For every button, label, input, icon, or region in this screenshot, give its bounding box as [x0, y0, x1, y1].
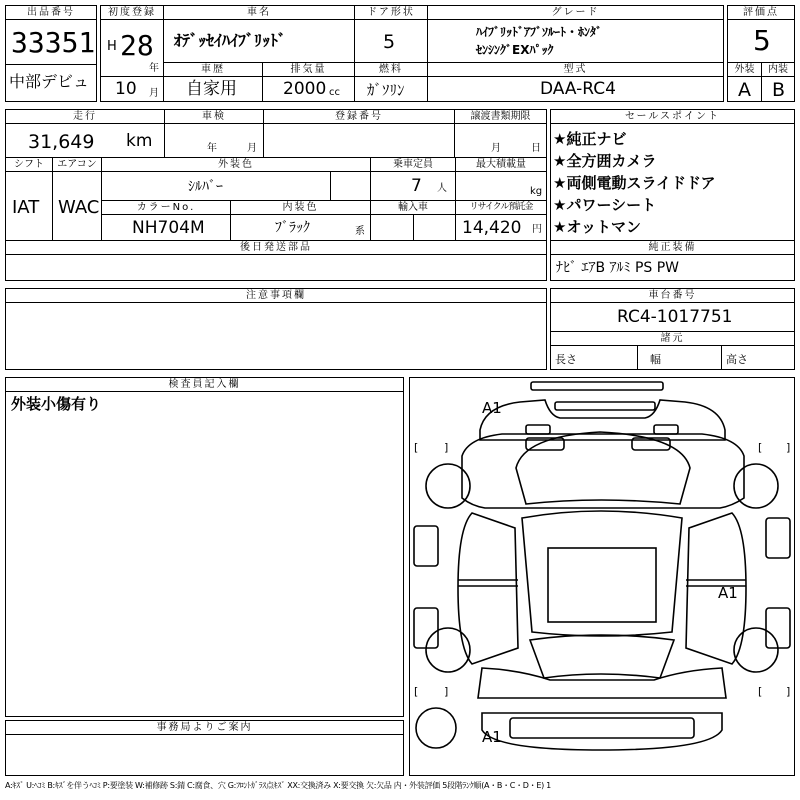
- roof-outline: [522, 511, 682, 636]
- exterior-color: ｼﾙﾊﾞｰ: [188, 179, 223, 195]
- legend: A:ｷｽﾞ U:ﾍｺﾐ B:ｷｽﾞを伴うﾍｺﾐ P:要塗装 W:補修跡 S:錆 C:腐食、穴 G:ﾌﾛﾝﾄｶﾞﾗｽ点ｷｽﾞ XX:交換済み X:要交換 欠:欠品 内・外装評価 5段階ﾗﾝｸ順(A・B・C・D・E) 1: [5, 781, 551, 790]
- damage-mark-right: A1: [718, 584, 738, 602]
- bracket-right-top-close: ]: [786, 441, 791, 454]
- bracket-right-top: [: [758, 441, 763, 454]
- recycle-deposit: 14,420: [462, 218, 522, 238]
- transfer-deadline-label: 譲渡書類期限: [454, 109, 547, 124]
- registration-number-label: 登録番号: [263, 109, 455, 124]
- sales-point: ★オットマン: [553, 218, 641, 236]
- fuel: ｶﾞｿﾘﾝ: [367, 81, 405, 99]
- fog-right: [654, 425, 678, 434]
- width-label: 幅: [650, 353, 661, 366]
- later-parts-cell: [5, 254, 547, 281]
- score-cell: [727, 19, 795, 63]
- wheel-rear-right: [734, 628, 778, 672]
- sales-point: ★純正ナビ: [553, 130, 627, 148]
- year-unit: 年: [149, 63, 159, 74]
- chassis-number: RC4-1017751: [617, 307, 733, 327]
- bracket-right-bottom-close: ]: [786, 685, 791, 698]
- transfer-day-unit: 日: [531, 143, 541, 154]
- office-info-label: 事務局よりご案内: [5, 720, 404, 735]
- car-diagram-panel: [409, 377, 795, 776]
- door-type-label: ドア形状: [354, 5, 428, 20]
- shift-label: シフト: [5, 157, 53, 172]
- bracket-left-bottom: [: [414, 685, 419, 698]
- history: 自家用: [186, 79, 237, 99]
- sales-points-list: [553, 128, 716, 238]
- equipment-label: 純正装備: [550, 240, 795, 255]
- air-conditioner: WAC: [58, 197, 100, 218]
- interior-grade: B: [772, 79, 786, 101]
- bracket-left-bottom-close: ]: [444, 685, 449, 698]
- lot-number: 33351: [11, 26, 96, 59]
- grade-label: グレード: [427, 5, 724, 20]
- exterior-color-cell: [101, 171, 331, 201]
- grade-line-1: ﾊｲﾌﾞﾘｯﾄﾞｱﾌﾞｿﾙｰﾄ・ﾎﾝﾀﾞ: [476, 25, 603, 39]
- height-cell: [721, 345, 795, 370]
- color-number-cell: [101, 214, 231, 241]
- history-cell: [163, 76, 263, 102]
- inspection-label: 車検: [164, 109, 264, 124]
- right-rear-panel: [766, 608, 790, 648]
- lot-number-label: 出品番号: [5, 5, 97, 20]
- color-number-label: カラーNo.: [101, 200, 231, 215]
- first-registration-year-cell: [100, 19, 164, 77]
- max-load-unit: kg: [530, 186, 543, 197]
- wheel-front-left: [426, 464, 470, 508]
- grade-cell: [427, 19, 724, 63]
- left-rear-panel: [414, 608, 438, 648]
- interior-color-cell: [230, 214, 371, 241]
- car-name-cell: [163, 19, 355, 63]
- shift-cell: [5, 171, 53, 241]
- interior-grade-cell: [761, 76, 795, 102]
- transfer-month-unit: 月: [491, 143, 501, 154]
- model-label: 型式: [427, 62, 724, 77]
- capacity-label: 乗車定員: [370, 157, 456, 172]
- height-label: 高さ: [726, 353, 748, 366]
- windshield: [516, 432, 690, 504]
- later-parts-label: 後日発送部品: [5, 240, 547, 255]
- registration-number-cell: [263, 123, 455, 158]
- bracket-right-bottom: [: [758, 685, 763, 698]
- length-cell: [550, 345, 638, 370]
- exterior-color-extra-cell: [330, 171, 371, 201]
- shift: IAT: [12, 197, 40, 218]
- bracket-left-top-close: ]: [444, 441, 449, 454]
- first-registration-month-cell: [100, 76, 164, 102]
- first-registration-label: 初度登録: [100, 5, 164, 20]
- left-side-body: [458, 513, 518, 664]
- dimensions-label: 諸元: [550, 331, 795, 346]
- interior-grade-label: 内装: [761, 62, 795, 77]
- wheel-front-right: [734, 464, 778, 508]
- max-load-cell: [455, 171, 547, 201]
- length-label: 長さ: [555, 353, 577, 366]
- month-unit: 月: [149, 88, 159, 99]
- displacement-label: 排気量: [262, 62, 355, 77]
- interior-color-suffix: 系: [355, 226, 365, 237]
- door-type-cell: [354, 19, 428, 63]
- air-conditioner-cell: [52, 171, 102, 241]
- equipment-cell: [550, 254, 795, 281]
- bracket-left-top: [: [414, 441, 419, 454]
- max-load-label: 最大積載量: [455, 157, 547, 172]
- notes-label: 注意事項欄: [5, 288, 547, 303]
- office-info-cell: [5, 734, 404, 776]
- score: 5: [753, 24, 771, 57]
- recycle-deposit-cell: [455, 214, 547, 241]
- fuel-cell: [354, 76, 428, 102]
- front-bumper-lip: [555, 402, 655, 410]
- interior-color-label: 内装色: [230, 200, 371, 215]
- fog-left: [526, 425, 550, 434]
- sales-point: ★パワーシート: [553, 196, 657, 214]
- import-cell-2: [413, 214, 456, 241]
- debut-cell: [5, 64, 97, 102]
- import-label: 輸入車: [370, 200, 456, 215]
- score-label: 評価点: [727, 5, 795, 20]
- car-name: ｵﾃﾞｯｾｲﾊｲﾌﾞﾘｯﾄﾞ: [174, 31, 287, 50]
- mileage-cell: [5, 123, 165, 158]
- width-cell: [637, 345, 722, 370]
- exterior-grade-cell: [727, 76, 762, 102]
- capacity: 7: [411, 176, 422, 196]
- wheel-rear-left: [426, 628, 470, 672]
- exterior-color-label: 外装色: [101, 157, 371, 172]
- damage-mark-rear: A1: [482, 728, 502, 746]
- notes-cell: [5, 302, 547, 370]
- debut-label: 中部デビュ: [9, 72, 90, 91]
- rear-window: [530, 635, 674, 678]
- spare-wheel: [416, 708, 456, 748]
- sales-points-cell: [550, 123, 795, 241]
- mileage-unit: km: [126, 131, 153, 151]
- chassis-number-label: 車台番号: [550, 288, 795, 303]
- inspection-month-unit: 月: [247, 143, 257, 154]
- color-number: NH704M: [132, 218, 205, 238]
- capacity-unit: 人: [437, 183, 447, 194]
- inspector-comment: 外装小傷有り: [11, 395, 102, 413]
- import-cell-1: [370, 214, 414, 241]
- air-conditioner-label: エアコン: [52, 157, 102, 172]
- era: H: [107, 39, 117, 54]
- front-body-outline: [462, 434, 744, 508]
- sales-point: ★両側電動スライドドア: [553, 174, 716, 192]
- model-cell: [427, 76, 724, 102]
- recycle-deposit-label: リサイクル預託金: [455, 200, 547, 215]
- sales-points-label: セールスポイント: [550, 109, 795, 124]
- roof-panel: [548, 548, 656, 622]
- chassis-number-cell: [550, 302, 795, 332]
- displacement: 2000: [283, 79, 327, 99]
- mileage-label: 走行: [5, 109, 165, 124]
- mileage: 31,649: [28, 131, 95, 153]
- inspection-year-unit: 年: [207, 143, 217, 154]
- exterior-grade-label: 外装: [727, 62, 762, 77]
- recycle-deposit-unit: 円: [532, 224, 542, 235]
- inspector-notes-label: 検査員記入欄: [5, 377, 404, 392]
- damage-mark-front: A1: [482, 399, 502, 417]
- registration-year: 28: [120, 29, 154, 62]
- sales-point: ★全方囲カメラ: [553, 152, 657, 170]
- registration-month: 10: [115, 79, 137, 99]
- capacity-cell: [370, 171, 456, 201]
- fuel-label: 燃料: [354, 62, 428, 77]
- displacement-cell: [262, 76, 355, 102]
- inspection-cell: [164, 123, 264, 158]
- right-mirror: [766, 518, 790, 558]
- car-name-label: 車名: [163, 5, 355, 20]
- transfer-deadline-cell: [454, 123, 547, 158]
- left-mirror: [414, 526, 438, 566]
- exterior-grade: A: [738, 79, 751, 101]
- rear-body-outline: [478, 668, 726, 698]
- equipment: ﾅﾋﾞ ｴｱB ｱﾙﾐ PS PW: [556, 260, 680, 276]
- car-diagram: [410, 378, 794, 775]
- door-type: 5: [383, 31, 396, 53]
- grade-line-2: ｾﾝｼﾝｸﾞEXﾊﾟｯｸ: [476, 43, 554, 57]
- rear-panel: [510, 718, 694, 738]
- front-bumper-top: [531, 382, 663, 390]
- interior-color: ﾌﾞﾗｯｸ: [275, 220, 310, 236]
- model: DAA-RC4: [540, 79, 616, 99]
- lot-number-cell: [5, 19, 97, 65]
- inspector-notes-cell: [5, 391, 404, 717]
- displacement-unit: cc: [329, 87, 340, 98]
- history-label: 車歴: [163, 62, 263, 77]
